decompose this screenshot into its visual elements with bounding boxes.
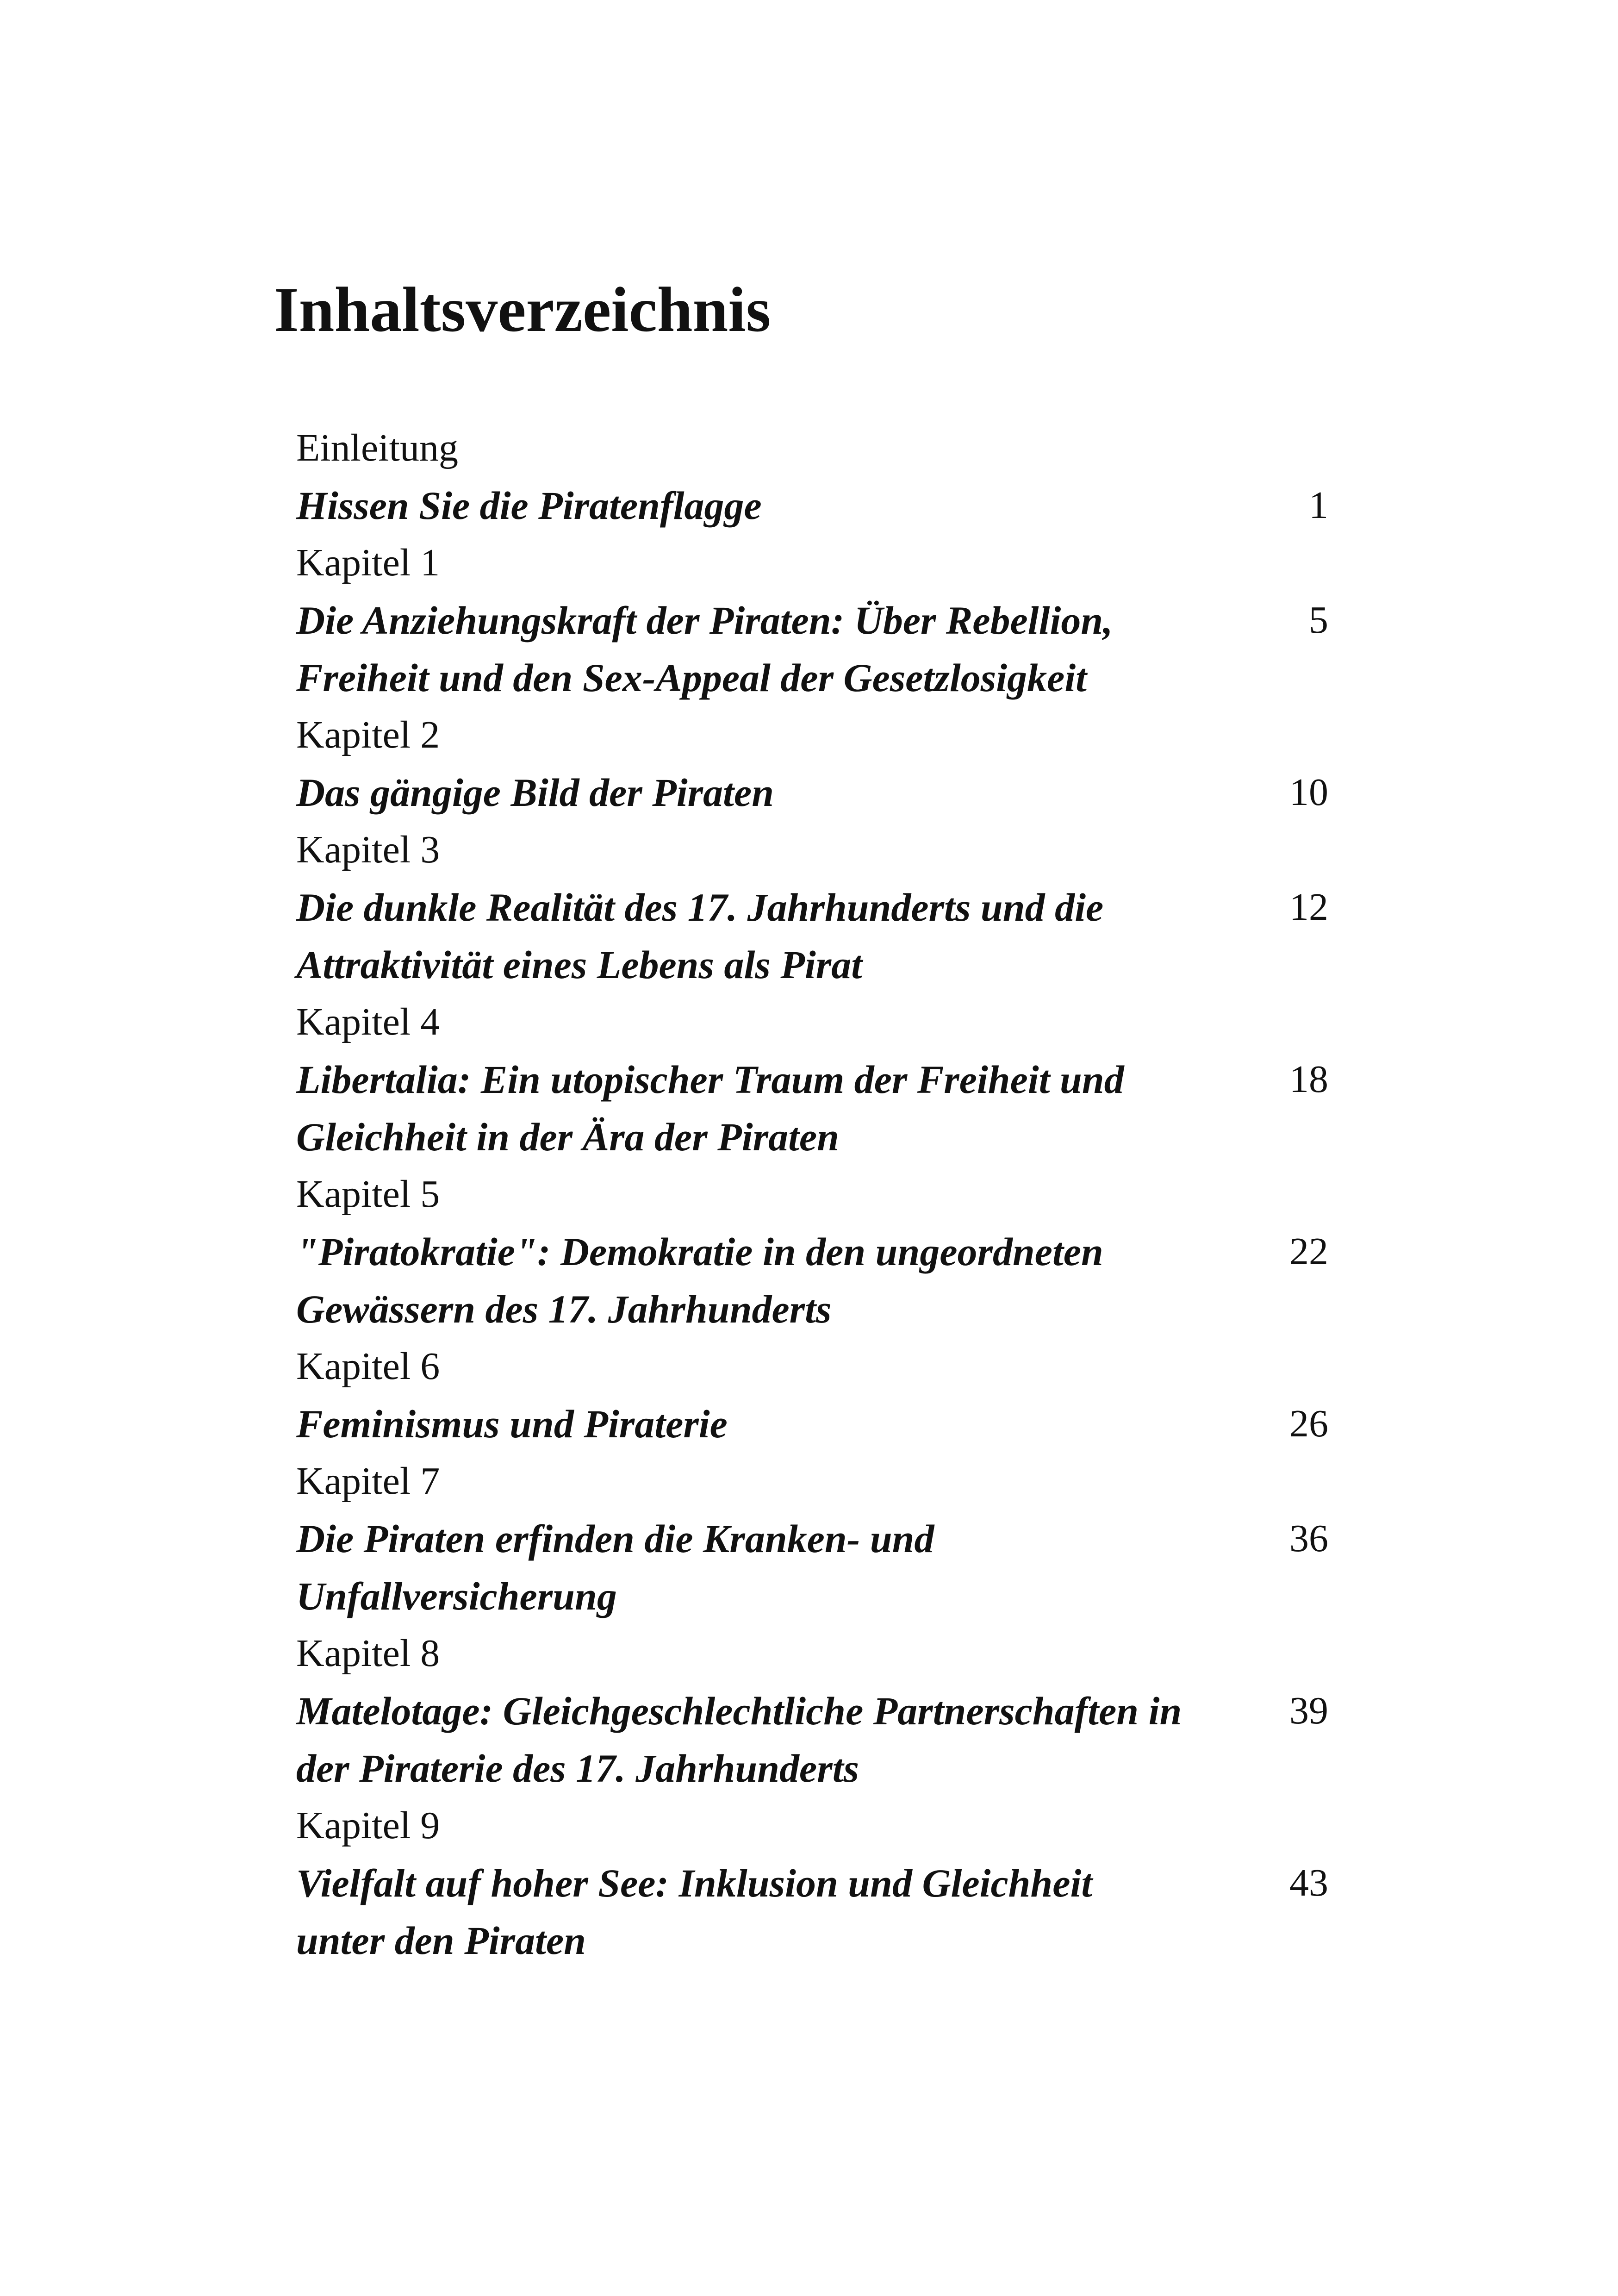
toc-entry-label: Kapitel 9 bbox=[296, 1804, 440, 1847]
toc-entry-row bbox=[296, 1051, 1328, 1166]
toc-entry-title: Die Piraten erfinden die Kranken- und Unfallversicherung bbox=[296, 1516, 934, 1618]
toc-entry-label: Kapitel 1 bbox=[296, 541, 440, 584]
toc-entry-kapitel-3 bbox=[296, 821, 1328, 993]
toc-entry-title: Die Anziehungskraft der Piraten: Über Rebellion, Freiheit und den Sex-Appeal der Gesetzlosigkeit bbox=[296, 598, 1113, 700]
toc-entry-row bbox=[296, 1510, 1328, 1625]
toc-entry-label: Kapitel 3 bbox=[296, 828, 440, 871]
toc-entry-label: Kapitel 4 bbox=[296, 1000, 440, 1043]
toc-entry-row bbox=[296, 1854, 1328, 1969]
toc-entry-einleitung bbox=[296, 419, 1328, 534]
toc-entry-label: Einleitung bbox=[296, 426, 458, 469]
toc-entry-page-number: 12 bbox=[1289, 886, 1328, 929]
toc-entry-kapitel-9 bbox=[296, 1797, 1328, 1969]
toc-entry-kapitel-5 bbox=[296, 1166, 1328, 1338]
toc-entry-title: Feminismus und Piraterie bbox=[296, 1402, 728, 1446]
toc-entry-page-number: 1 bbox=[1309, 484, 1328, 527]
toc-entry-row bbox=[296, 1223, 1328, 1338]
toc-entry-title: Matelotage: Gleichgeschlechtliche Partnerschaften in der Piraterie des 17. Jahrhunderts bbox=[296, 1689, 1182, 1791]
toc-entry-label: Kapitel 6 bbox=[296, 1345, 440, 1388]
toc-entry-page-number: 39 bbox=[1289, 1689, 1328, 1732]
toc-entry-page-number: 22 bbox=[1289, 1230, 1328, 1273]
toc-entry-label: Kapitel 8 bbox=[296, 1632, 440, 1675]
toc-entry-row bbox=[296, 1682, 1328, 1797]
toc-entry-title: Hissen Sie die Piratenflagge bbox=[296, 483, 762, 528]
toc-entry-title: Das gängige Bild der Piraten bbox=[296, 770, 774, 815]
toc-entry-title: Vielfalt auf hoher See: Inklusion und Gleichheit unter den Piraten bbox=[296, 1861, 1093, 1963]
toc-entry-page-number: 43 bbox=[1289, 1861, 1328, 1904]
page-title: Inhaltsverzeichnis bbox=[274, 274, 771, 345]
toc-entry-label: Kapitel 5 bbox=[296, 1173, 440, 1216]
toc-entry-row bbox=[296, 764, 1328, 821]
toc-entry-kapitel-2 bbox=[296, 706, 1328, 821]
toc-entry-label: Kapitel 2 bbox=[296, 713, 440, 756]
toc-entry-page-number: 5 bbox=[1309, 599, 1328, 642]
toc-entry-row bbox=[296, 1395, 1328, 1453]
toc-entry-kapitel-8 bbox=[296, 1625, 1328, 1797]
toc-entry-title: Libertalia: Ein utopischer Traum der Freiheit und Gleichheit in der Ära der Piraten bbox=[296, 1057, 1124, 1159]
toc-entry-kapitel-6 bbox=[296, 1338, 1328, 1453]
toc-entry-title: Die dunkle Realität des 17. Jahrhunderts und die Attraktivität eines Lebens als Pirat bbox=[296, 885, 1104, 987]
toc-entry-label: Kapitel 7 bbox=[296, 1460, 440, 1503]
table-of-contents bbox=[296, 419, 1328, 1969]
toc-entry-page-number: 36 bbox=[1289, 1517, 1328, 1560]
toc-entry-page-number: 26 bbox=[1289, 1402, 1328, 1445]
toc-entry-kapitel-1 bbox=[296, 534, 1328, 706]
toc-entry-row bbox=[296, 592, 1328, 706]
toc-entry-kapitel-4 bbox=[296, 993, 1328, 1166]
toc-entry-kapitel-7 bbox=[296, 1453, 1328, 1625]
toc-entry-title: "Piratokratie": Demokratie in den ungeordneten Gewässern des 17. Jahrhunderts bbox=[296, 1229, 1103, 1331]
toc-entry-row bbox=[296, 477, 1328, 534]
toc-entry-row bbox=[296, 879, 1328, 993]
toc-entry-page-number: 10 bbox=[1289, 771, 1328, 814]
toc-entry-page-number: 18 bbox=[1289, 1058, 1328, 1101]
